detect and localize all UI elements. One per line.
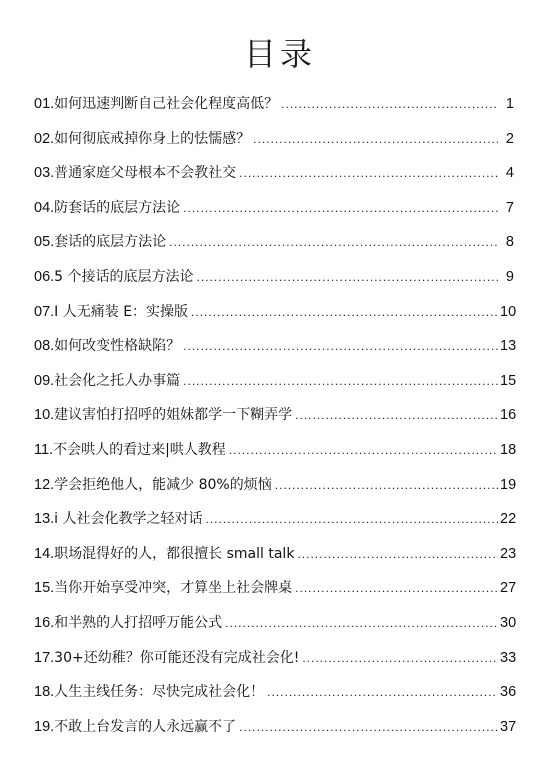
toc-entry-page-number: 27 bbox=[500, 580, 517, 597]
dot-leader bbox=[183, 374, 498, 388]
toc-entry[interactable] bbox=[34, 128, 514, 163]
toc-entry[interactable] bbox=[34, 543, 517, 578]
toc-entry-number: 04. bbox=[34, 199, 55, 216]
toc-entry-page-number: 7 bbox=[505, 199, 514, 216]
dot-leader bbox=[229, 443, 498, 457]
toc-entry-page-number: 2 bbox=[505, 130, 514, 147]
toc-entry-page-number: 8 bbox=[505, 234, 514, 251]
dot-leader bbox=[239, 166, 498, 180]
dot-leader bbox=[281, 97, 498, 111]
toc-entry-page-number: 15 bbox=[500, 372, 517, 389]
toc-entry-title: 如何迅速判断自己社会化程度高低？ bbox=[54, 96, 279, 112]
toc-entry[interactable] bbox=[34, 93, 514, 128]
toc-entry-title: I 人无痛装 E：实操版 bbox=[54, 303, 189, 320]
toc-entry-page-number: 4 bbox=[505, 165, 514, 182]
dot-leader bbox=[183, 201, 498, 215]
toc-entry[interactable] bbox=[34, 301, 517, 336]
toc-entry[interactable] bbox=[34, 612, 517, 647]
dot-leader bbox=[295, 408, 498, 422]
dot-leader bbox=[302, 651, 498, 665]
toc-entry-page-number: 33 bbox=[500, 649, 517, 666]
toc-entry-number: 14. bbox=[34, 545, 55, 562]
toc-entry-number: 10. bbox=[34, 407, 55, 424]
toc-entry[interactable] bbox=[34, 231, 514, 266]
toc-entry-number: 13. bbox=[34, 511, 55, 528]
toc-entry-number: 17. bbox=[34, 649, 55, 666]
toc-entry-page-number: 19 bbox=[500, 476, 517, 493]
toc-entry-page-number: 1 bbox=[505, 96, 514, 112]
dot-leader bbox=[297, 547, 498, 561]
toc-entry-number: 15. bbox=[34, 580, 55, 597]
toc-entry[interactable] bbox=[34, 439, 517, 474]
toc-entry-title: 职场混得好的人，都很擅长 small talk bbox=[54, 545, 295, 562]
toc-entry-number: 01. bbox=[34, 96, 55, 112]
dot-leader bbox=[239, 720, 498, 734]
toc-entry-page-number: 22 bbox=[500, 511, 517, 528]
toc-entry-number: 19. bbox=[34, 718, 55, 735]
toc-entry[interactable] bbox=[34, 474, 517, 509]
dot-leader bbox=[197, 270, 498, 284]
toc-entry-number: 05. bbox=[34, 234, 55, 251]
toc-entry-page-number: 37 bbox=[500, 718, 517, 735]
toc-entry-title: 不会哄人的看过来|哄人教程 bbox=[53, 441, 226, 458]
page-title: 目录 bbox=[243, 35, 316, 74]
toc-entry-page-number: 36 bbox=[500, 684, 517, 701]
dot-leader bbox=[225, 616, 498, 630]
toc-entry-page-number: 13 bbox=[500, 338, 517, 355]
toc-entry[interactable] bbox=[34, 647, 517, 682]
toc-entry-number: 18. bbox=[34, 684, 55, 701]
dot-leader bbox=[275, 478, 498, 492]
toc-entry-title: 社会化之托人办事篇 bbox=[54, 372, 181, 389]
toc-entry[interactable] bbox=[34, 681, 517, 716]
toc-entry[interactable] bbox=[34, 577, 517, 612]
toc-entry-page-number: 23 bbox=[500, 545, 517, 562]
toc-entry-number: 03. bbox=[34, 165, 55, 182]
toc-entry-page-number: 18 bbox=[500, 441, 517, 458]
toc-entry-number: 08. bbox=[34, 338, 55, 355]
dot-leader bbox=[169, 235, 498, 249]
toc-entry-title: 如何彻底戒掉你身上的怯懦感？ bbox=[54, 130, 251, 147]
toc-entry-title: i 人社会化教学之轻对话 bbox=[54, 511, 203, 528]
toc-entry-title: 建议害怕打招呼的姐妹都学一下糊弄学 bbox=[54, 407, 293, 424]
toc-entry[interactable] bbox=[34, 508, 517, 543]
toc-entry-title: 如何改变性格缺陷？ bbox=[54, 338, 181, 355]
table-of-contents bbox=[34, 93, 517, 750]
toc-entry-title: 学会拒绝他人，能减少 80%的烦恼 bbox=[54, 476, 272, 493]
toc-entry-number: 11. bbox=[34, 441, 54, 458]
toc-entry-title: 30+还幼稚？你可能还没有完成社会化! bbox=[54, 649, 300, 666]
dot-leader bbox=[295, 581, 498, 595]
dot-leader bbox=[191, 305, 498, 319]
toc-entry[interactable] bbox=[34, 162, 514, 197]
toc-entry-title: 套话的底层方法论 bbox=[54, 234, 167, 251]
toc-entry-title: 不敢上台发言的人永远赢不了 bbox=[54, 718, 237, 735]
toc-entry[interactable] bbox=[34, 197, 514, 232]
toc-entry[interactable] bbox=[34, 335, 517, 370]
toc-entry-number: 02. bbox=[34, 130, 55, 147]
toc-entry-page-number: 9 bbox=[505, 268, 514, 285]
toc-entry-title: 防套话的底层方法论 bbox=[54, 199, 181, 216]
toc-entry[interactable] bbox=[34, 266, 514, 301]
toc-entry-title: 人生主线任务：尽快完成社会化！ bbox=[54, 684, 265, 701]
dot-leader bbox=[183, 339, 498, 353]
toc-entry-number: 06. bbox=[34, 268, 55, 285]
toc-entry-title: 当你开始享受冲突，才算坐上社会牌桌 bbox=[54, 580, 293, 597]
dot-leader bbox=[267, 685, 498, 699]
toc-entry-title: 普通家庭父母根本不会教社交 bbox=[54, 165, 237, 182]
toc-entry-number: 09. bbox=[34, 372, 55, 389]
toc-entry-page-number: 16 bbox=[500, 407, 517, 424]
toc-entry-title: 和半熟的人打招呼万能公式 bbox=[54, 614, 223, 631]
dot-leader bbox=[253, 132, 498, 146]
toc-entry-number: 16. bbox=[34, 614, 55, 631]
toc-entry-page-number: 10 bbox=[500, 303, 517, 320]
toc-entry-number: 12. bbox=[34, 476, 55, 493]
toc-entry-title: 5 个接话的底层方法论 bbox=[54, 268, 194, 285]
toc-entry-number: 07. bbox=[34, 303, 55, 320]
toc-entry-page-number: 30 bbox=[500, 614, 517, 631]
toc-entry[interactable] bbox=[34, 370, 517, 405]
toc-entry[interactable] bbox=[34, 716, 517, 751]
dot-leader bbox=[206, 512, 498, 526]
toc-entry[interactable] bbox=[34, 404, 517, 439]
